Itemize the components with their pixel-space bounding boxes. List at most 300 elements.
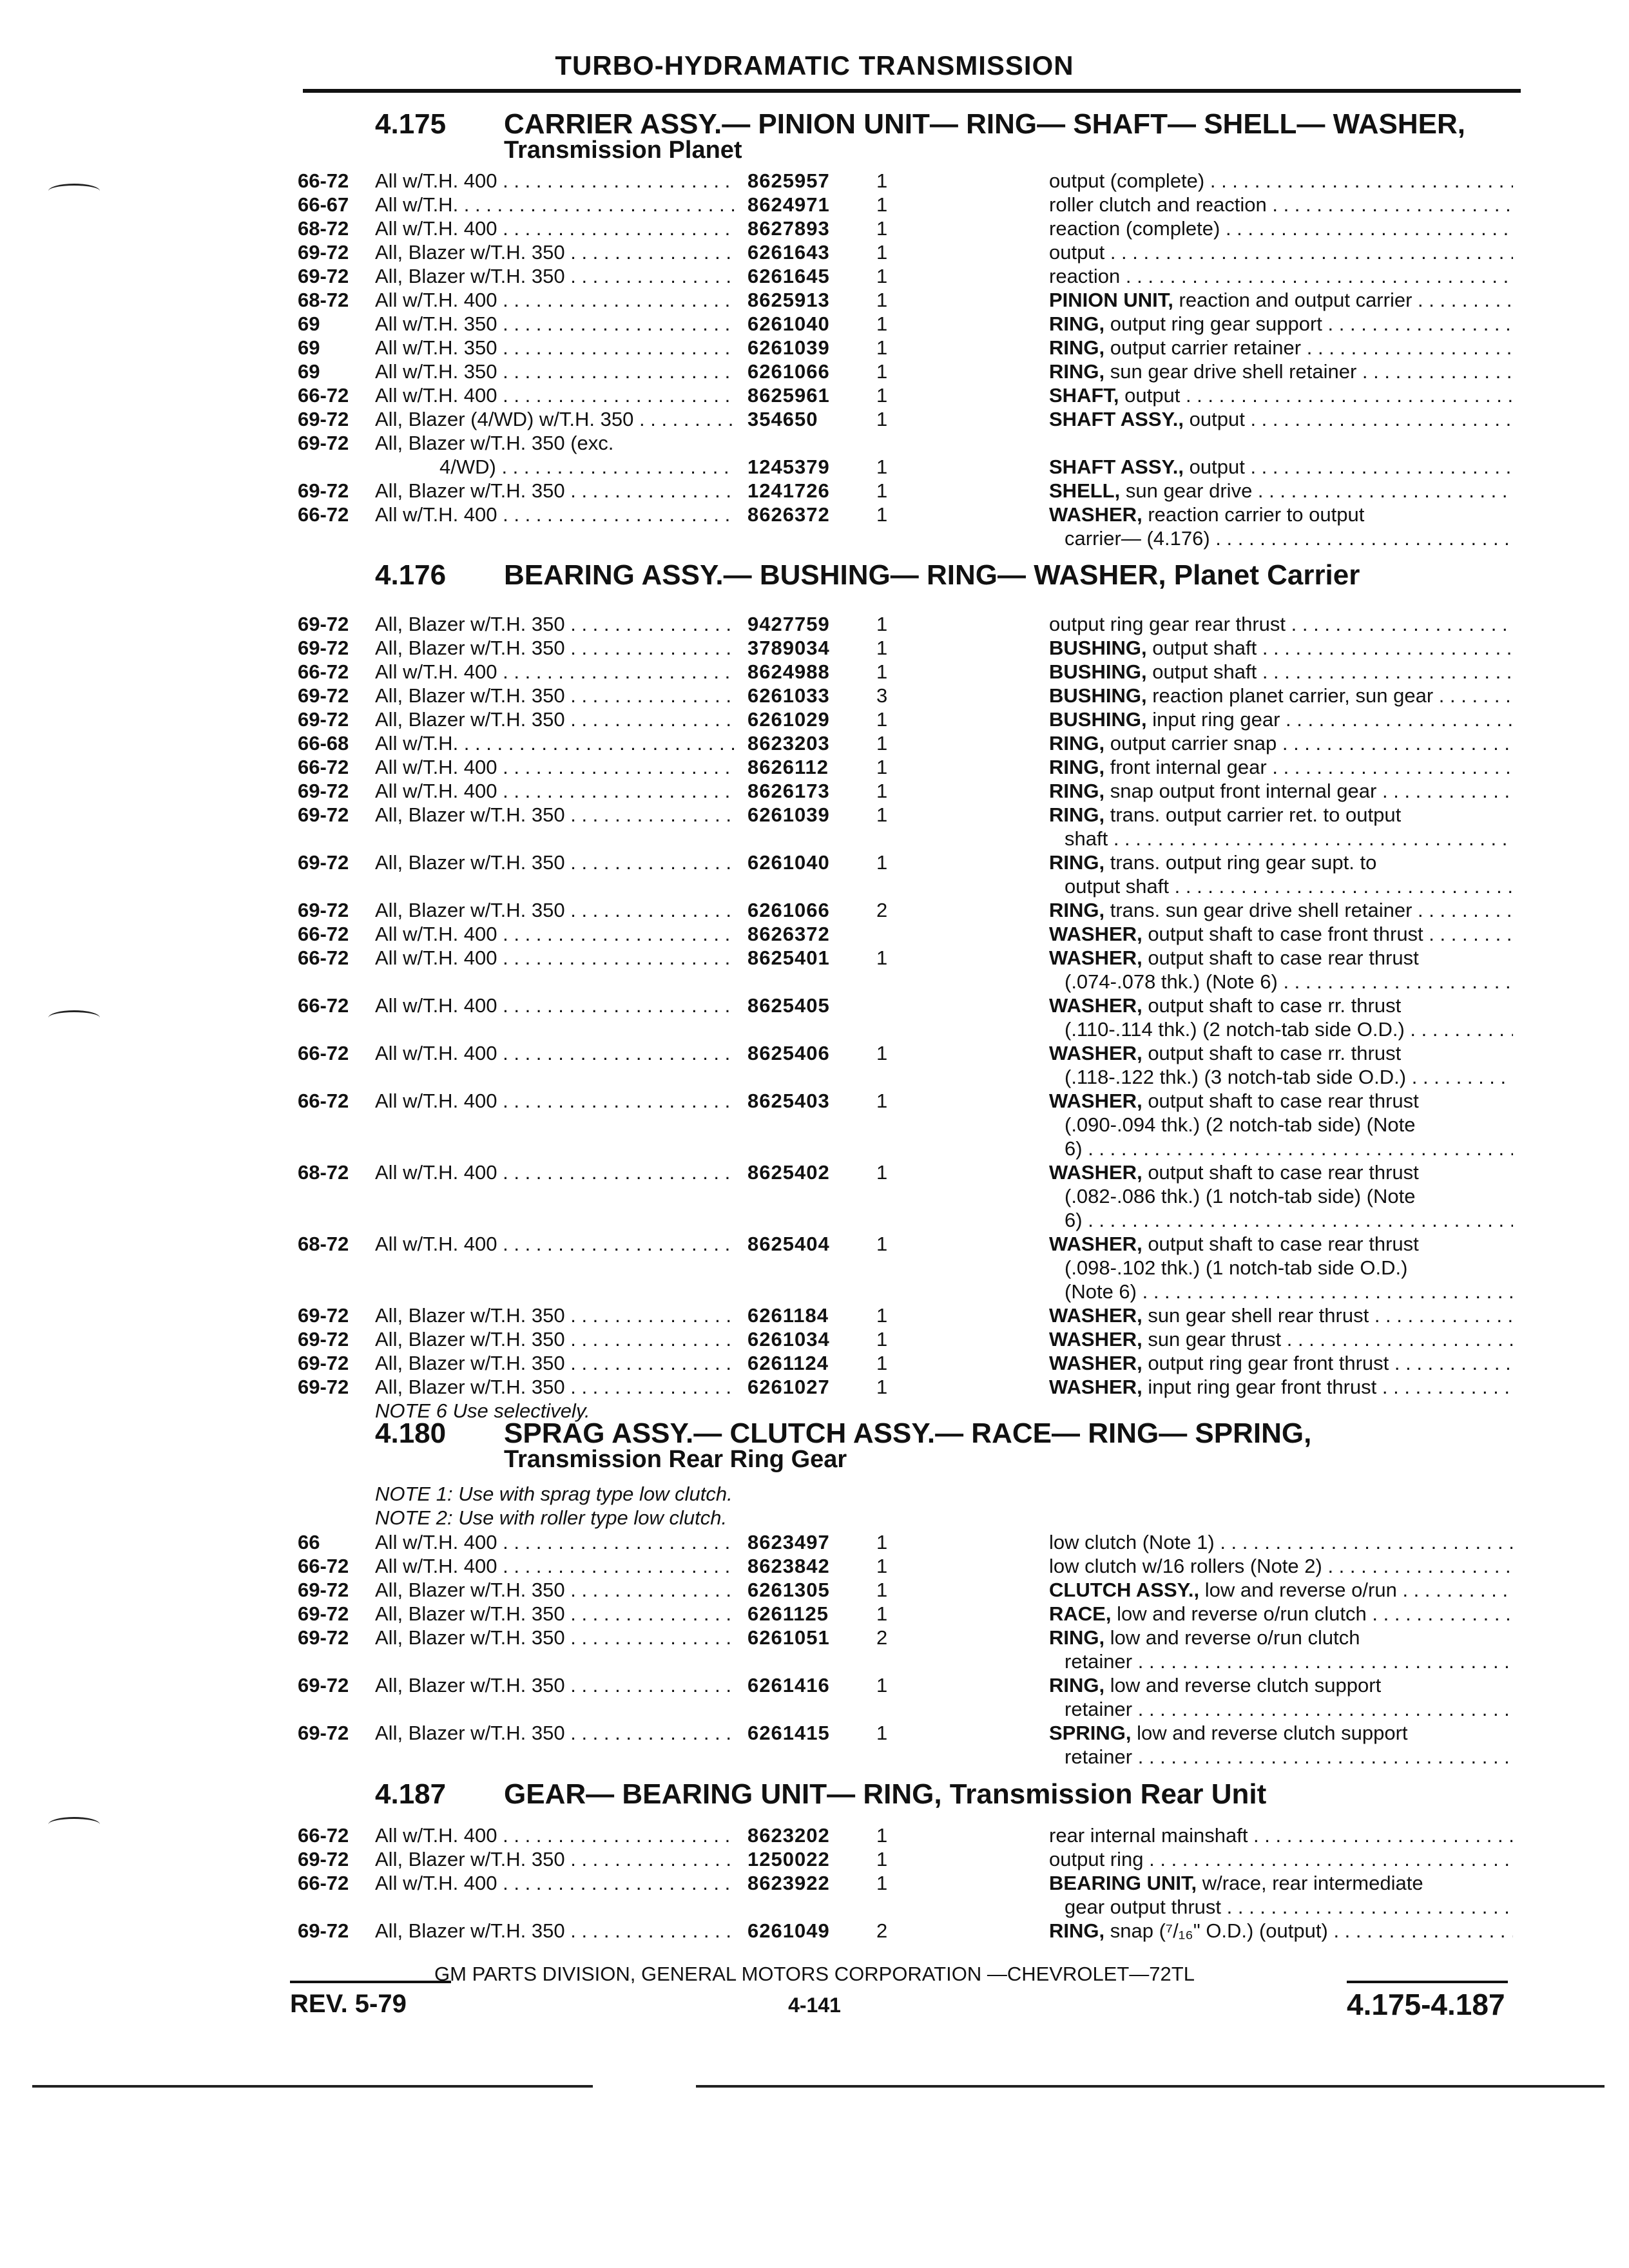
quantity: 1 xyxy=(876,637,888,659)
table-row xyxy=(0,1375,1629,1399)
table-row xyxy=(0,1303,1629,1327)
table-row xyxy=(0,240,1629,264)
section-range: 4.175-4.187 xyxy=(1347,1988,1505,2021)
description-text: low clutch w/16 rollers (Note 2) xyxy=(1049,1555,1322,1577)
description-continuation xyxy=(1065,1137,1513,1160)
table-row-continuation xyxy=(0,1256,1629,1280)
application-text: All, Blazer w/T.H. 350 xyxy=(375,1352,565,1374)
table-row xyxy=(0,707,1629,731)
model-years: 68-72 xyxy=(298,1233,349,1255)
model-years: 66-72 xyxy=(298,1090,349,1112)
description-continuation xyxy=(1065,874,1513,898)
header-rule xyxy=(303,89,1521,93)
application-text: All w/T.H. 400 xyxy=(375,660,497,683)
application-text: All, Blazer w/T.H. 350 xyxy=(375,899,565,921)
table-row xyxy=(0,312,1629,336)
model-years: 69-72 xyxy=(298,851,349,874)
description-continuation-text: (.090-.094 thk.) (2 notch-tab side) (Note xyxy=(1065,1113,1416,1136)
part-number: 8624971 xyxy=(747,193,830,216)
part-name: RING, xyxy=(1049,756,1105,778)
table-row-continuation xyxy=(0,1895,1629,1919)
part-number: 1241726 xyxy=(747,479,830,502)
description-continuation xyxy=(1065,1017,1513,1041)
quantity: 1 xyxy=(876,1602,888,1625)
quantity: 1 xyxy=(876,732,888,754)
table-row xyxy=(0,216,1629,240)
application-text: All w/T.H. 400 xyxy=(375,1042,497,1064)
part-number: 6261125 xyxy=(747,1602,829,1625)
description xyxy=(1049,312,1513,336)
application-text: All w/T.H. 350 xyxy=(375,360,497,383)
table-row xyxy=(0,1160,1629,1184)
application-text: All, Blazer w/T.H. 350 xyxy=(375,1848,565,1870)
part-number: 6261033 xyxy=(747,684,830,707)
part-number: 6261034 xyxy=(747,1328,830,1350)
application-text: All w/T.H. 400 xyxy=(375,1824,497,1847)
part-name: PINION UNIT, xyxy=(1049,289,1173,311)
bottom-rule-left xyxy=(32,2085,593,2088)
description-continuation xyxy=(1065,1208,1513,1232)
model-years: 66-72 xyxy=(298,947,349,969)
description-continuation-text: shaft xyxy=(1065,827,1108,850)
section-heading xyxy=(375,108,1465,162)
description-continuation xyxy=(1065,526,1513,550)
part-number: 8626372 xyxy=(747,923,830,945)
quantity: 2 xyxy=(876,1626,888,1649)
description xyxy=(1049,1823,1513,1847)
table-row xyxy=(0,1602,1629,1626)
description-text: output ring gear support xyxy=(1110,312,1322,335)
model-years: 69-72 xyxy=(298,1602,349,1625)
description xyxy=(1049,612,1513,636)
application xyxy=(375,636,736,660)
part-number: 8625403 xyxy=(747,1090,830,1112)
description xyxy=(1049,1327,1513,1351)
description xyxy=(1049,1919,1513,1943)
description xyxy=(1049,898,1513,922)
quantity: 2 xyxy=(876,899,888,921)
part-number: 8623922 xyxy=(747,1872,830,1894)
description-text: low and reverse o/run xyxy=(1204,1579,1397,1601)
description xyxy=(1049,1089,1513,1113)
quantity: 1 xyxy=(876,803,888,826)
model-years: 66-72 xyxy=(298,660,349,683)
model-years: 69-72 xyxy=(298,637,349,659)
application xyxy=(375,1919,736,1943)
table-row xyxy=(0,803,1629,827)
application-text: All, Blazer w/T.H. 350 xyxy=(375,803,565,826)
description-text: reaction xyxy=(1049,265,1121,287)
description-continuation-text: carrier— (4.176) xyxy=(1065,527,1210,550)
application-text: All, Blazer w/T.H. 350 xyxy=(375,1919,565,1942)
application xyxy=(375,1554,736,1578)
application xyxy=(375,1871,736,1895)
description-continuation-text: retainer xyxy=(1065,1650,1133,1673)
description-continuation xyxy=(1065,1256,1513,1280)
part-name: WASHER, xyxy=(1049,1304,1142,1327)
table-row xyxy=(0,383,1629,407)
description xyxy=(1049,1578,1513,1602)
model-years: 69-72 xyxy=(298,1848,349,1870)
part-number: 6261066 xyxy=(747,360,830,383)
part-number: 6261027 xyxy=(747,1376,830,1398)
quantity: 1 xyxy=(876,408,888,430)
table-row xyxy=(0,636,1629,660)
application xyxy=(375,312,736,336)
application xyxy=(375,946,736,970)
description xyxy=(1049,707,1513,731)
description-text: output shaft xyxy=(1152,660,1257,683)
description xyxy=(1049,288,1513,312)
table-row xyxy=(0,1530,1629,1554)
table-row xyxy=(0,898,1629,922)
table-row xyxy=(0,169,1629,193)
description xyxy=(1049,479,1513,503)
table-row-continuation xyxy=(0,1697,1629,1721)
model-years: 69-72 xyxy=(298,1304,349,1327)
part-number: 1245379 xyxy=(747,456,830,478)
model-years: 69-72 xyxy=(298,1328,349,1350)
application xyxy=(375,1847,736,1871)
table-row xyxy=(0,1721,1629,1745)
description-text: input ring gear front thrust xyxy=(1148,1376,1377,1398)
description xyxy=(1049,193,1513,216)
application-text: All, Blazer w/T.H. 350 xyxy=(375,1602,565,1625)
model-years: 69-72 xyxy=(298,684,349,707)
model-years: 69-72 xyxy=(298,479,349,502)
application xyxy=(375,1303,736,1327)
part-name: SHAFT ASSY., xyxy=(1049,456,1184,478)
table-row-continuation xyxy=(0,1137,1629,1160)
part-name: WASHER, xyxy=(1049,1328,1142,1350)
application xyxy=(375,1160,736,1184)
part-name: WASHER, xyxy=(1049,1090,1142,1112)
model-years: 69-72 xyxy=(298,899,349,921)
quantity: 1 xyxy=(876,1531,888,1553)
part-name: RING, xyxy=(1049,336,1105,359)
model-years: 68-72 xyxy=(298,1161,349,1184)
description-text: sun gear drive xyxy=(1125,479,1253,502)
description-text: rear internal mainshaft xyxy=(1049,1824,1248,1847)
quantity: 1 xyxy=(876,1555,888,1577)
description-text: output carrier snap xyxy=(1110,732,1277,754)
model-years: 66-72 xyxy=(298,994,349,1017)
description xyxy=(1049,1530,1513,1554)
application xyxy=(375,1626,736,1649)
table-row-continuation xyxy=(0,827,1629,850)
table-row xyxy=(0,994,1629,1017)
description xyxy=(1049,1232,1513,1256)
table-row-continuation xyxy=(0,874,1629,898)
part-number: 8625402 xyxy=(747,1161,830,1184)
description-text: output shaft to case front thrust xyxy=(1148,923,1423,945)
description-text: output ring xyxy=(1049,1848,1144,1870)
table-row xyxy=(0,731,1629,755)
model-years: 69-72 xyxy=(298,265,349,287)
description-continuation xyxy=(1065,1649,1513,1673)
part-number: 8623203 xyxy=(747,732,830,754)
model-years: 66-72 xyxy=(298,923,349,945)
description-text: output shaft to case rear thrust xyxy=(1148,1233,1419,1255)
quantity: 1 xyxy=(876,241,888,264)
part-name: SHELL, xyxy=(1049,479,1121,502)
model-years: 69 xyxy=(298,360,320,383)
description-text: trans. sun gear drive shell retainer xyxy=(1110,899,1412,921)
model-years: 69-72 xyxy=(298,432,349,454)
application-text: All, Blazer w/T.H. 350 xyxy=(375,1304,565,1327)
application xyxy=(375,479,736,503)
part-number: 6261029 xyxy=(747,708,830,731)
description xyxy=(1049,684,1513,707)
part-number: 6261040 xyxy=(747,851,830,874)
part-number: 8623842 xyxy=(747,1555,830,1577)
section-number: 4.175 xyxy=(375,108,447,140)
quantity: 1 xyxy=(876,1579,888,1601)
section-number: 4.176 xyxy=(375,559,447,591)
section-heading xyxy=(375,559,1360,591)
application xyxy=(375,898,736,922)
quantity: 1 xyxy=(876,780,888,802)
table-row xyxy=(0,1823,1629,1847)
footer-division: GM PARTS DIVISION, GENERAL MOTORS CORPORATION —CHEVROLET—72TL xyxy=(434,1963,1195,1985)
application xyxy=(375,803,736,827)
part-number: 6261416 xyxy=(747,1674,830,1696)
description xyxy=(1049,803,1513,827)
part-name: RACE, xyxy=(1049,1602,1112,1625)
description xyxy=(1049,636,1513,660)
application-text: All, Blazer w/T.H. 350 xyxy=(375,684,565,707)
part-number: 6261039 xyxy=(747,803,830,826)
quantity: 1 xyxy=(876,1824,888,1847)
application xyxy=(375,684,736,707)
quantity: 3 xyxy=(876,684,888,707)
description-continuation xyxy=(1065,1895,1513,1919)
description-continuation-text: (Note 6) xyxy=(1065,1280,1137,1303)
description-text: trans. output carrier ret. to output xyxy=(1110,803,1402,826)
application xyxy=(375,1578,736,1602)
description xyxy=(1049,850,1513,874)
description-text: output carrier retainer xyxy=(1110,336,1302,359)
description-text: low clutch (Note 1) xyxy=(1049,1531,1215,1553)
application-text: All, Blazer w/T.H. 350 xyxy=(375,613,565,635)
part-number: 6261039 xyxy=(747,336,830,359)
part-number: 6261645 xyxy=(747,265,830,287)
description xyxy=(1049,1351,1513,1375)
table-row-continuation xyxy=(0,1017,1629,1041)
description-continuation xyxy=(1065,1065,1513,1089)
section-title: BEARING ASSY.— BUSHING— RING— WASHER, Planet Carrier xyxy=(504,559,1360,591)
description-text: roller clutch and reaction xyxy=(1049,193,1267,216)
description xyxy=(1049,1375,1513,1399)
quantity: 1 xyxy=(876,613,888,635)
part-number: 6261643 xyxy=(747,241,830,264)
table-row xyxy=(0,407,1629,431)
part-name: BUSHING, xyxy=(1049,684,1147,707)
part-name: WASHER, xyxy=(1049,503,1142,526)
part-name: WASHER, xyxy=(1049,1161,1142,1184)
description-continuation xyxy=(1065,1113,1513,1137)
application xyxy=(375,1602,736,1626)
model-years: 69 xyxy=(298,336,320,359)
table-row xyxy=(0,479,1629,503)
description xyxy=(1049,407,1513,431)
description-continuation xyxy=(1065,970,1513,994)
model-years: 69-72 xyxy=(298,241,349,264)
application xyxy=(375,1673,736,1697)
application-text: All, Blazer w/T.H. 350 xyxy=(375,1376,565,1398)
part-name: BUSHING, xyxy=(1049,637,1147,659)
description-continuation-text: (.110-.114 thk.) (2 notch-tab side O.D.) xyxy=(1065,1018,1405,1041)
table-row-continuation xyxy=(0,1184,1629,1208)
description xyxy=(1049,660,1513,684)
part-number: 8624988 xyxy=(747,660,830,683)
application xyxy=(375,240,736,264)
model-years: 69-72 xyxy=(298,1722,349,1744)
table-row xyxy=(0,503,1629,526)
application-text: All w/T.H. 400 xyxy=(375,1090,497,1112)
description-text: reaction and output carrier xyxy=(1179,289,1412,311)
quantity: 1 xyxy=(876,1376,888,1398)
part-name: RING, xyxy=(1049,780,1105,802)
model-years: 66-68 xyxy=(298,732,349,754)
part-name: RING, xyxy=(1049,360,1105,383)
application xyxy=(375,1823,736,1847)
description-text: reaction planet carrier, sun gear xyxy=(1152,684,1434,707)
application xyxy=(375,193,736,216)
quantity: 1 xyxy=(876,479,888,502)
description xyxy=(1049,994,1513,1017)
description-text: output shaft to case rr. thrust xyxy=(1148,1042,1402,1064)
table-row-continuation xyxy=(0,970,1629,994)
table-row xyxy=(0,455,1629,479)
application xyxy=(375,660,736,684)
model-years: 66 xyxy=(298,1531,320,1553)
description-text: output shaft to case rr. thrust xyxy=(1148,994,1402,1017)
table-row xyxy=(0,946,1629,970)
section-number: 4.180 xyxy=(375,1418,447,1449)
table-row-continuation xyxy=(0,1745,1629,1769)
application-text: All w/T.H. 400 xyxy=(375,1161,497,1184)
quantity: 1 xyxy=(876,1233,888,1255)
description-text: input ring gear xyxy=(1152,708,1280,731)
application-text: All, Blazer w/T.H. 350 xyxy=(375,479,565,502)
model-years: 66-72 xyxy=(298,756,349,778)
description-text: output ring gear rear thrust xyxy=(1049,613,1286,635)
application-text: All w/T.H. 400 xyxy=(375,384,497,407)
binder-hole-mark xyxy=(48,1817,100,1832)
part-name: SHAFT ASSY., xyxy=(1049,408,1184,430)
part-name: WASHER, xyxy=(1049,1352,1142,1374)
description-text: output shaft to case rear thrust xyxy=(1148,947,1419,969)
table-row xyxy=(0,1327,1629,1351)
section-title: SPRAG ASSY.— CLUTCH ASSY.— RACE— RING— SPRING, xyxy=(504,1418,1312,1449)
description-text: sun gear thrust xyxy=(1148,1328,1282,1350)
description-text: output xyxy=(1189,408,1245,430)
quantity: 1 xyxy=(876,384,888,407)
part-name: RING, xyxy=(1049,312,1105,335)
part-name: RING, xyxy=(1049,803,1105,826)
part-number: 8625406 xyxy=(747,1042,830,1064)
part-name: RING, xyxy=(1049,1674,1105,1696)
application-text: All, Blazer w/T.H. 350 (exc. xyxy=(375,432,614,454)
section-heading xyxy=(375,1778,1266,1811)
application-text: All w/T.H. xyxy=(375,732,459,754)
application-text: All, Blazer w/T.H. 350 xyxy=(375,708,565,731)
part-name: WASHER, xyxy=(1049,923,1142,945)
part-number: 6261040 xyxy=(747,312,830,335)
description xyxy=(1049,922,1513,946)
description xyxy=(1049,755,1513,779)
quantity: 1 xyxy=(876,1352,888,1374)
part-name: RING, xyxy=(1049,1626,1105,1649)
model-years: 66-72 xyxy=(298,1872,349,1894)
application xyxy=(375,1351,736,1375)
model-years: 69-72 xyxy=(298,780,349,802)
application xyxy=(375,1089,736,1113)
model-years: 69-72 xyxy=(298,1376,349,1398)
part-number: 6261415 xyxy=(747,1722,830,1744)
application xyxy=(375,264,736,288)
table-row xyxy=(0,1871,1629,1895)
table-row xyxy=(0,1847,1629,1871)
quantity: 1 xyxy=(876,456,888,478)
application xyxy=(375,779,736,803)
description xyxy=(1049,503,1513,526)
table-row-continuation xyxy=(0,526,1629,550)
description-continuation-text: output shaft xyxy=(1065,875,1170,898)
description xyxy=(1049,1626,1513,1649)
part-name: RING, xyxy=(1049,851,1105,874)
description-text: output xyxy=(1049,241,1105,264)
part-number: 3789034 xyxy=(747,637,830,659)
section-note: NOTE 2: Use with roller type low clutch. xyxy=(375,1506,728,1529)
description xyxy=(1049,1602,1513,1626)
quantity: 1 xyxy=(876,1042,888,1064)
description-continuation-text: 6) xyxy=(1065,1137,1083,1160)
quantity: 1 xyxy=(876,1328,888,1350)
model-years: 69-72 xyxy=(298,1579,349,1601)
quantity: 1 xyxy=(876,1304,888,1327)
part-number: 6261124 xyxy=(747,1352,829,1374)
table-row xyxy=(0,360,1629,383)
description-text: low and reverse o/run clutch xyxy=(1110,1626,1360,1649)
part-name: BUSHING, xyxy=(1049,708,1147,731)
application xyxy=(375,731,736,755)
table-row xyxy=(0,1089,1629,1113)
model-years: 68-72 xyxy=(298,217,349,240)
application xyxy=(375,1232,736,1256)
application xyxy=(439,455,736,479)
quantity: 1 xyxy=(876,1674,888,1696)
description-continuation xyxy=(1065,827,1513,850)
table-row xyxy=(0,779,1629,803)
table-row-continuation xyxy=(0,1065,1629,1089)
binder-hole-mark xyxy=(48,184,100,198)
table-row xyxy=(0,1673,1629,1697)
description-text: low and reverse clutch support xyxy=(1110,1674,1382,1696)
section-number: 4.187 xyxy=(375,1778,447,1810)
application xyxy=(375,503,736,526)
table-row-continuation xyxy=(0,1649,1629,1673)
description-text: w/race, rear intermediate xyxy=(1202,1872,1423,1894)
quantity: 1 xyxy=(876,756,888,778)
part-number: 6261049 xyxy=(747,1919,830,1942)
description-text: output xyxy=(1189,456,1245,478)
model-years: 69-72 xyxy=(298,408,349,430)
quantity: 1 xyxy=(876,947,888,969)
description xyxy=(1049,946,1513,970)
revision-label: REV. 5-79 xyxy=(290,1990,407,2018)
